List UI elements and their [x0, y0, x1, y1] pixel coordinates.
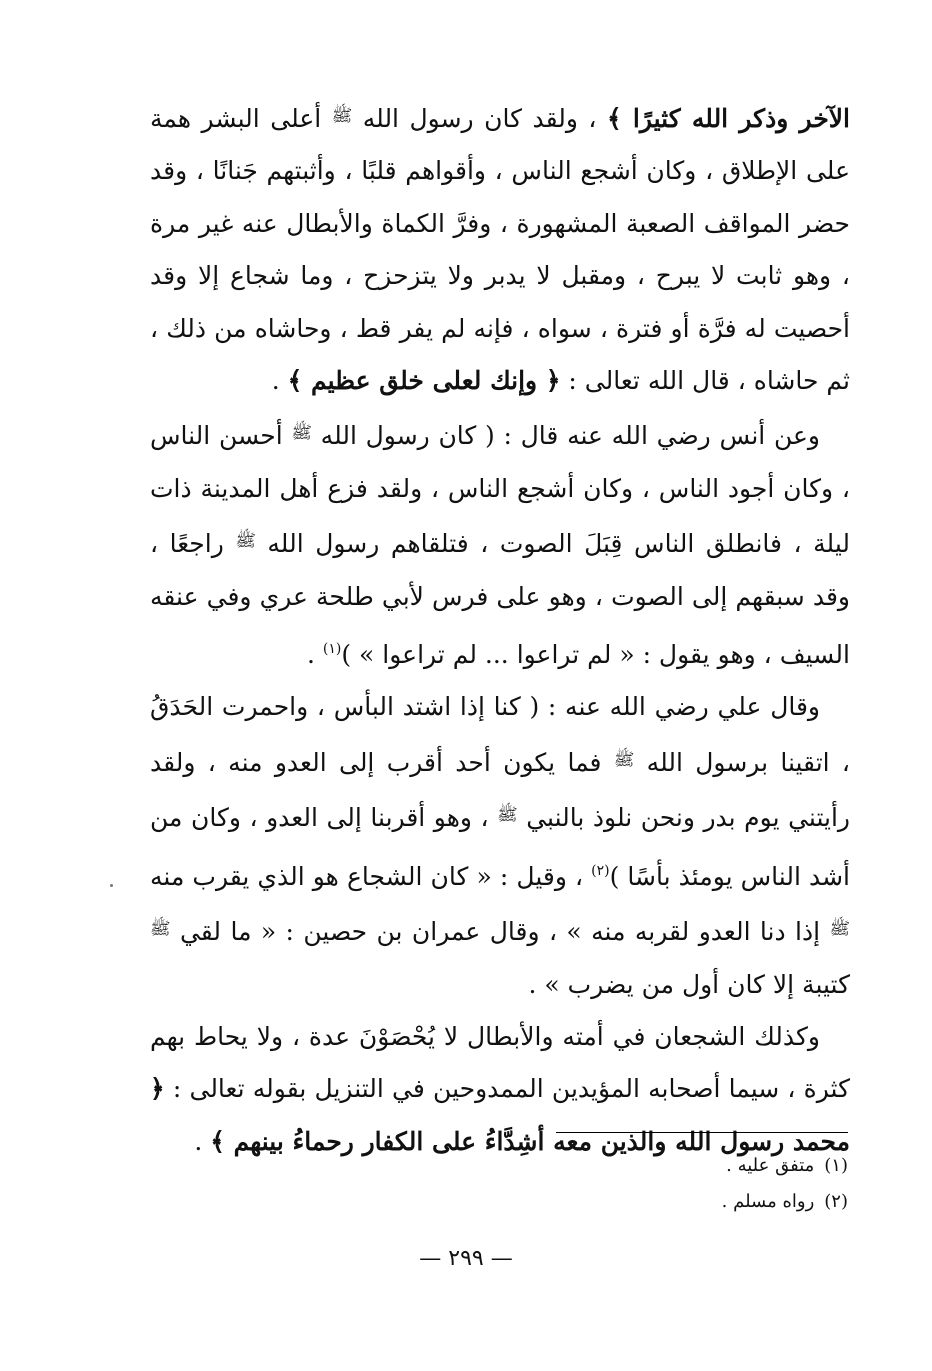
salutation-ligature: ﷺ	[829, 919, 850, 940]
salutation-ligature: ﷺ	[235, 531, 256, 552]
paragraph	[150, 407, 850, 681]
footnote-separator	[556, 1132, 848, 1133]
text-segment: إذا دنا العدو لقربه منه » ، وقال عمران بن حصين : « ما لقي	[170, 917, 830, 947]
footnote-2	[556, 1184, 848, 1220]
salutation-ligature: ﷺ	[150, 919, 171, 940]
paragraph	[150, 681, 850, 1010]
main-text	[150, 90, 850, 1168]
text-segment: ، وهو أقربنا إلى العدو ، وكان من أشد الناس يومئذ بأسًا )	[150, 803, 850, 891]
text-segment: وعن أنس رضي الله عنه قال : ( كان رسول الله	[311, 421, 820, 451]
salutation-ligature: ﷺ	[497, 805, 518, 826]
footnote-reference: (١)	[322, 641, 342, 658]
text-segment: فما يكون أحد أقرب إلى العدو منه ، ولقد رأيتني يوم بدر ونحن نلوذ بالنبي	[150, 747, 850, 833]
footnote-1	[556, 1148, 848, 1184]
text-segment: كتيبة إلا كان أول من يضرب » .	[528, 969, 850, 999]
footnotes	[556, 1148, 848, 1220]
quran-verse: الآخر وذكر الله كثيرًا ﴾	[607, 104, 850, 133]
quran-verse: ﴿ وإنك لعلى خلق عظيم ﴾	[287, 366, 561, 396]
footnote-reference: (٢)	[591, 862, 610, 879]
footnote-number: (١)	[824, 1155, 848, 1176]
text-segment: وقال علي رضي الله عنه : ( كنا إذا اشتد البأس ، واحمرت الحَدَقُ ، اتقينا برسول الله	[150, 692, 850, 777]
salutation-ligature: ﷺ	[291, 423, 312, 444]
salutation-ligature: ﷺ	[331, 106, 353, 126]
footnote-text: متفق عليه .	[726, 1155, 815, 1176]
text-segment: ، ولقد كان رسول الله	[352, 104, 607, 133]
quran-verse: ﴿ محمد رسول الله والذين معه أشِدَّاءُ على الكفار رحماءُ بينهم ﴾	[150, 1074, 850, 1156]
footnote-text: رواه مسلم .	[721, 1191, 815, 1212]
paragraph	[150, 1011, 850, 1168]
text-segment: .	[194, 1126, 211, 1156]
text-segment: وكذلك الشجعان في أمته والأبطال لا يُحْصَوْنَ عدة ، ولا يحاط بهم كثرة ، سيما أصحابه المؤيدين الممدوحين في التنزيل بقوله تعالى :	[150, 1021, 850, 1104]
text-segment: راجعًا ، وقد سبقهم إلى الصوت ، وهو على فرس لأبي طلحة عري وفي عنقه السيف ، وهو يقول : « لم تراعوا ... لم تراعوا » )	[150, 529, 850, 670]
page-number: — ٢٩٩ —	[419, 1246, 513, 1271]
footnote-number: (٢)	[824, 1191, 848, 1212]
text-segment: .	[306, 640, 323, 670]
text-segment: .	[271, 366, 288, 396]
paragraph	[150, 90, 850, 407]
salutation-ligature: ﷺ	[613, 749, 635, 770]
text-segment: أحسن الناس ، وكان أجود الناس ، وكان أشجع الناس ، ولقد فزع أهل المدينة ذات ليلة ، فانطلق الناس قِبَلَ الصوت ، فتلقاهم رسول الله	[150, 421, 850, 559]
text-segment: أعلى البشر همة على الإطلاق ، وكان أشجع الناس ، وأقواهم قلبًا ، وأثبتهم جَنانًا ، وقد حضر المواقف الصعبة المشهورة ، وفرَّ الكماة والأبطال عنه غير مرة ، وهو ثابت لا يبرح ، ومقبل لا يدبر ولا يتزحزح ، وما شجاع إلا وقد أحصيت له فرَّة أو فترة ، سواه ، فإنه لم يفر قط ، وحاشاه من ذلك ، ثم حاشاه ، قال الله تعالى :	[150, 104, 850, 396]
stray-dot	[110, 884, 113, 887]
text-segment: ، وقيل : « كان الشجاع هو الذي يقرب منه	[150, 861, 592, 891]
